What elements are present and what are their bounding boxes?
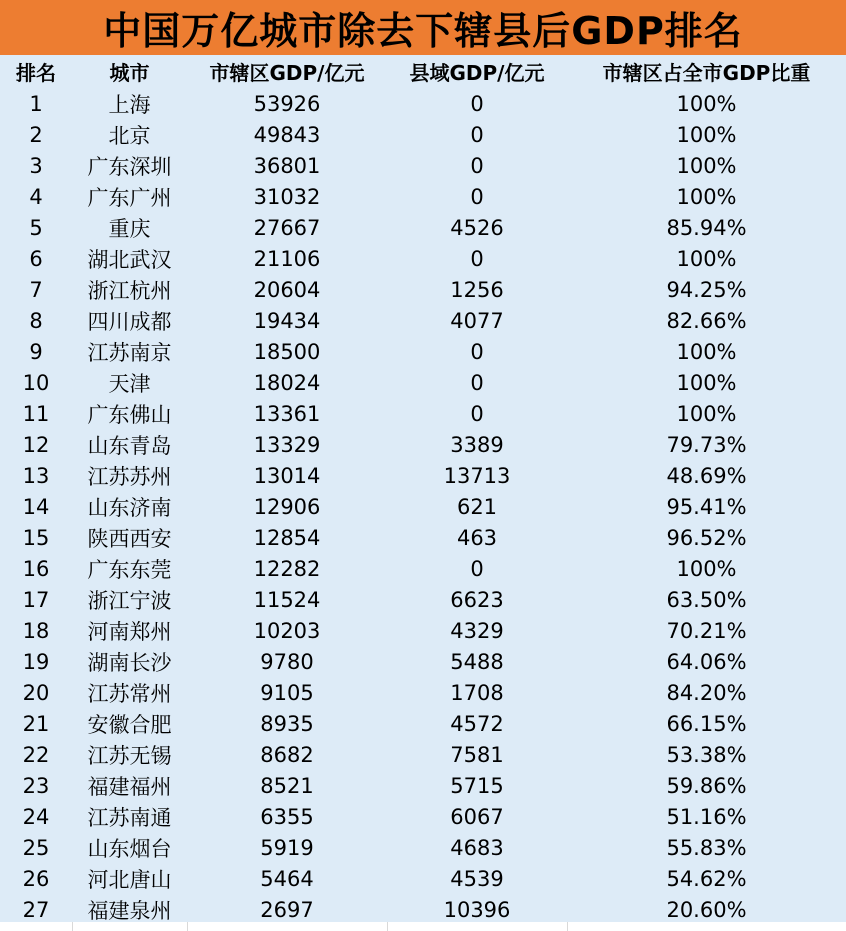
table-row xyxy=(0,615,846,646)
district-gdp-cell: 8682 xyxy=(260,742,314,767)
table-row xyxy=(0,181,846,212)
district-share-cell: 59.86% xyxy=(666,773,747,798)
district-share-cell: 100% xyxy=(676,153,737,178)
county-gdp-cell: 5488 xyxy=(450,649,504,674)
county-gdp-cell: 0 xyxy=(470,153,484,178)
city-cell: 山东烟台 xyxy=(87,836,172,861)
city-cell: 湖南长沙 xyxy=(87,650,172,675)
gdp-ranking-table xyxy=(0,55,846,925)
district-share-cell: 48.69% xyxy=(666,463,747,488)
table-row xyxy=(0,429,846,460)
district-gdp-cell: 20604 xyxy=(253,277,321,302)
district-share-cell: 100% xyxy=(676,370,737,395)
header-row xyxy=(0,55,846,88)
city-cell: 浙江杭州 xyxy=(87,278,172,303)
city-cell: 北京 xyxy=(108,123,151,148)
header-city: 城市 xyxy=(109,61,150,85)
city-cell: 江苏常州 xyxy=(87,681,172,706)
district-gdp-cell: 6355 xyxy=(260,804,314,829)
rank-cell: 1 xyxy=(29,91,43,116)
district-share-cell: 100% xyxy=(676,91,737,116)
rank-cell: 16 xyxy=(22,556,50,581)
rank-cell: 17 xyxy=(22,587,50,612)
district-share-cell: 100% xyxy=(676,401,737,426)
city-cell: 江苏南京 xyxy=(87,340,172,365)
county-gdp-cell: 7581 xyxy=(450,742,504,767)
county-gdp-cell: 13713 xyxy=(443,463,511,488)
district-gdp-cell: 13361 xyxy=(253,401,321,426)
rank-cell: 2 xyxy=(29,122,43,147)
city-cell: 湖北武汉 xyxy=(87,247,172,272)
table-row xyxy=(0,739,846,770)
district-share-cell: 100% xyxy=(676,122,737,147)
county-gdp-cell: 0 xyxy=(470,556,484,581)
table-row xyxy=(0,770,846,801)
rank-cell: 3 xyxy=(29,153,43,178)
table-container xyxy=(0,55,846,931)
column-divider xyxy=(72,922,73,931)
district-share-cell: 53.38% xyxy=(666,742,747,767)
table-row xyxy=(0,119,846,150)
city-cell: 广东广州 xyxy=(87,185,172,210)
table-row xyxy=(0,832,846,863)
header-county-gdp: 县域GDP/亿元 xyxy=(409,61,545,85)
title-bar xyxy=(0,0,846,55)
county-gdp-cell: 0 xyxy=(470,246,484,271)
rank-cell: 6 xyxy=(29,246,43,271)
header-district-share: 市辖区占全市GDP比重 xyxy=(602,61,811,85)
column-divider xyxy=(387,922,388,931)
city-cell: 四川成都 xyxy=(87,309,172,334)
city-cell: 天津 xyxy=(108,371,151,396)
table-row xyxy=(0,367,846,398)
district-gdp-cell: 10203 xyxy=(253,618,321,643)
district-gdp-cell: 27667 xyxy=(253,215,321,240)
county-gdp-cell: 0 xyxy=(470,370,484,395)
table-row xyxy=(0,398,846,429)
district-gdp-cell: 19434 xyxy=(253,308,321,333)
rank-cell: 4 xyxy=(29,184,43,209)
city-cell: 河南郑州 xyxy=(87,619,172,644)
rank-cell: 26 xyxy=(22,866,50,891)
district-share-cell: 66.15% xyxy=(666,711,747,736)
table-row xyxy=(0,460,846,491)
district-share-cell: 51.16% xyxy=(666,804,747,829)
district-gdp-cell: 11524 xyxy=(253,587,321,612)
header-district-gdp: 市辖区GDP/亿元 xyxy=(209,61,365,85)
table-row xyxy=(0,336,846,367)
district-gdp-cell: 36801 xyxy=(253,153,321,178)
county-gdp-cell: 463 xyxy=(456,525,498,550)
county-gdp-cell: 4526 xyxy=(450,215,504,240)
rank-cell: 22 xyxy=(22,742,50,767)
rank-cell: 10 xyxy=(22,370,50,395)
rank-cell: 12 xyxy=(22,432,50,457)
column-divider xyxy=(187,922,188,931)
table-row xyxy=(0,863,846,894)
county-gdp-cell: 3389 xyxy=(450,432,504,457)
city-cell: 山东青岛 xyxy=(87,433,172,458)
district-gdp-cell: 31032 xyxy=(253,184,321,209)
city-cell: 安徽合肥 xyxy=(87,712,172,737)
column-divider xyxy=(567,922,568,931)
district-share-cell: 100% xyxy=(676,246,737,271)
city-cell: 浙江宁波 xyxy=(87,588,172,613)
county-gdp-cell: 621 xyxy=(456,494,498,519)
district-gdp-cell: 12906 xyxy=(253,494,321,519)
county-gdp-cell: 6067 xyxy=(450,804,504,829)
district-gdp-cell: 18024 xyxy=(253,370,321,395)
district-gdp-cell: 13329 xyxy=(253,432,321,457)
rank-cell: 20 xyxy=(22,680,50,705)
rank-cell: 23 xyxy=(22,773,50,798)
district-share-cell: 54.62% xyxy=(666,866,747,891)
district-gdp-cell: 9780 xyxy=(260,649,314,674)
district-gdp-cell: 5464 xyxy=(260,866,314,891)
rank-cell: 14 xyxy=(22,494,50,519)
county-gdp-cell: 4572 xyxy=(450,711,504,736)
county-gdp-cell: 0 xyxy=(470,339,484,364)
city-cell: 山东济南 xyxy=(87,495,172,520)
rank-cell: 21 xyxy=(22,711,50,736)
district-gdp-cell: 5919 xyxy=(260,835,314,860)
table-row xyxy=(0,646,846,677)
district-gdp-cell: 18500 xyxy=(253,339,321,364)
county-gdp-cell: 1256 xyxy=(450,277,504,302)
table-row xyxy=(0,522,846,553)
city-cell: 江苏无锡 xyxy=(87,743,172,768)
city-cell: 广东深圳 xyxy=(87,154,172,179)
county-gdp-cell: 0 xyxy=(470,122,484,147)
table-row xyxy=(0,274,846,305)
district-share-cell: 100% xyxy=(676,556,737,581)
city-cell: 广东佛山 xyxy=(87,402,172,427)
district-share-cell: 100% xyxy=(676,339,737,364)
rank-cell: 9 xyxy=(29,339,43,364)
county-gdp-cell: 0 xyxy=(470,91,484,116)
district-share-cell: 79.73% xyxy=(666,432,747,457)
table-row xyxy=(0,212,846,243)
rank-cell: 13 xyxy=(22,463,50,488)
county-gdp-cell: 4077 xyxy=(450,308,504,333)
page-title: 中国万亿城市除去下辖县后GDP排名 xyxy=(103,9,743,53)
district-share-cell: 70.21% xyxy=(666,618,747,643)
district-gdp-cell: 21106 xyxy=(253,246,321,271)
table-row xyxy=(0,708,846,739)
district-share-cell: 85.94% xyxy=(666,215,747,240)
table-row xyxy=(0,305,846,336)
rank-cell: 11 xyxy=(22,401,50,426)
table-row xyxy=(0,801,846,832)
rank-cell: 7 xyxy=(29,277,43,302)
rank-cell: 25 xyxy=(22,835,50,860)
rank-cell: 19 xyxy=(22,649,50,674)
district-share-cell: 96.52% xyxy=(666,525,747,550)
district-gdp-cell: 12282 xyxy=(253,556,321,581)
county-gdp-cell: 10396 xyxy=(443,897,511,922)
district-share-cell: 55.83% xyxy=(666,835,747,860)
district-share-cell: 84.20% xyxy=(666,680,747,705)
district-share-cell: 82.66% xyxy=(666,308,747,333)
rank-cell: 24 xyxy=(22,804,50,829)
district-share-cell: 63.50% xyxy=(666,587,747,612)
county-gdp-cell: 4539 xyxy=(450,866,504,891)
table-row xyxy=(0,677,846,708)
county-gdp-cell: 0 xyxy=(470,184,484,209)
footer-strip xyxy=(0,922,846,931)
county-gdp-cell: 6623 xyxy=(450,587,504,612)
table-row xyxy=(0,491,846,522)
table-body xyxy=(0,88,846,925)
table-row xyxy=(0,243,846,274)
table-row xyxy=(0,584,846,615)
district-gdp-cell: 49843 xyxy=(253,122,321,147)
rank-cell: 8 xyxy=(29,308,43,333)
rank-cell: 15 xyxy=(22,525,50,550)
district-gdp-cell: 9105 xyxy=(260,680,314,705)
city-cell: 陕西西安 xyxy=(87,526,172,551)
city-cell: 上海 xyxy=(108,92,151,117)
city-cell: 河北唐山 xyxy=(87,867,172,892)
district-gdp-cell: 13014 xyxy=(253,463,321,488)
district-gdp-cell: 8935 xyxy=(260,711,314,736)
city-cell: 江苏苏州 xyxy=(87,464,172,489)
district-gdp-cell: 12854 xyxy=(253,525,321,550)
city-cell: 重庆 xyxy=(108,216,151,241)
district-gdp-cell: 2697 xyxy=(260,897,314,922)
district-share-cell: 94.25% xyxy=(666,277,747,302)
county-gdp-cell: 4683 xyxy=(450,835,504,860)
district-share-cell: 100% xyxy=(676,184,737,209)
city-cell: 福建泉州 xyxy=(87,898,172,923)
district-share-cell: 64.06% xyxy=(666,649,747,674)
district-gdp-cell: 53926 xyxy=(253,91,321,116)
rank-cell: 5 xyxy=(29,215,43,240)
header-rank: 排名 xyxy=(16,61,56,85)
district-share-cell: 95.41% xyxy=(666,494,747,519)
city-cell: 江苏南通 xyxy=(87,805,172,830)
rank-cell: 18 xyxy=(22,618,50,643)
table-row xyxy=(0,553,846,584)
table-row xyxy=(0,894,846,925)
county-gdp-cell: 4329 xyxy=(450,618,504,643)
table-row xyxy=(0,150,846,181)
county-gdp-cell: 1708 xyxy=(450,680,504,705)
city-cell: 广东东莞 xyxy=(87,557,172,582)
county-gdp-cell: 0 xyxy=(470,401,484,426)
district-gdp-cell: 8521 xyxy=(260,773,314,798)
district-share-cell: 20.60% xyxy=(666,897,747,922)
county-gdp-cell: 5715 xyxy=(450,773,504,798)
table-row xyxy=(0,88,846,119)
city-cell: 福建福州 xyxy=(87,774,172,799)
rank-cell: 27 xyxy=(22,897,50,922)
